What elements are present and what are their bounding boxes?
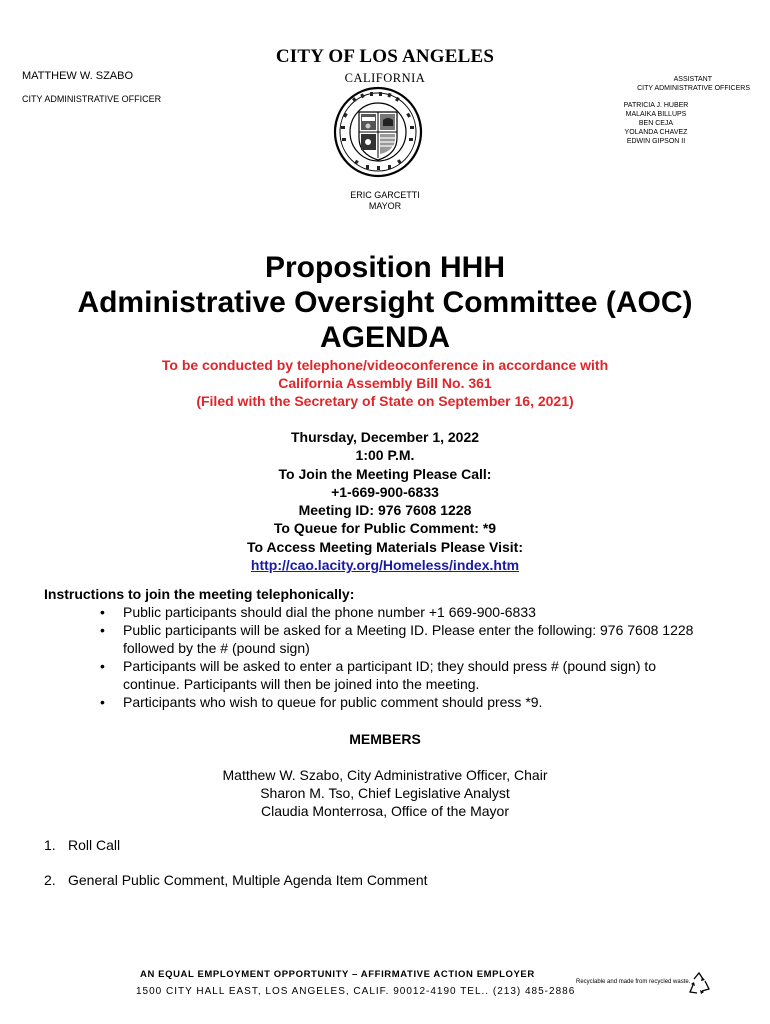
city-title: CITY OF LOS ANGELES [275, 46, 495, 67]
headline-line: AGENDA [319, 321, 450, 354]
agenda-item-number: 2. [44, 872, 56, 888]
materials-link[interactable]: http://cao.lacity.org/Homeless/index.htm [250, 557, 520, 574]
recycle-note: Recyclable and made from recycled waste. [576, 979, 691, 985]
agenda-item [44, 872, 428, 888]
headline-line: Proposition HHH [265, 251, 505, 284]
agenda-item-number: 1. [44, 837, 56, 853]
join-label: To Join the Meeting Please Call: [278, 465, 492, 482]
meeting-date: Thursday, December 1, 2022 [290, 429, 480, 445]
notice-line: California Assembly Bill No. 361 [278, 375, 492, 391]
instructions-heading: Instructions to join the meeting telephonically: [44, 586, 355, 602]
agenda-headline [0, 250, 770, 355]
meeting-phone: +1-669-900-6833 [331, 483, 439, 500]
state-name: CALIFORNIA [344, 71, 426, 85]
members-list [0, 766, 770, 820]
materials-label: To Access Meeting Materials Please Visit: [247, 538, 523, 555]
assistant-officers-block [550, 75, 750, 146]
agenda-item [44, 837, 120, 853]
notice-line: (Filed with the Secretary of State on September 16, 2021) [196, 393, 574, 409]
mayor-block [0, 190, 770, 212]
member: Claudia Monterrosa, Office of the Mayor [261, 803, 509, 819]
recycle-icon [685, 970, 713, 998]
queue-instructions: To Queue for Public Comment: *9 [273, 520, 497, 537]
mayor-title: MAYOR [368, 201, 402, 211]
instruction-item: • Participants who wish to queue for public comment should press *9. [100, 693, 710, 711]
teleconference-notice [0, 356, 770, 410]
agenda-item-text: General Public Comment, Multiple Agenda Item Comment [68, 872, 428, 888]
assistant-name: EDWIN GIPSON II [626, 138, 686, 145]
assistant-title: CITY ADMINISTRATIVE OFFICERS [637, 85, 750, 92]
meeting-time: 1:00 P.M. [355, 447, 415, 464]
headline-line: Administrative Oversight Committee (AOC) [77, 286, 693, 319]
members-heading: MEMBERS [349, 731, 421, 747]
instruction-item: • Participants will be asked to enter a participant ID; they should press # (pound sign) to continue. Participants will then be joined into the meeting. [100, 657, 710, 693]
meeting-id: Meeting ID: 976 7608 1228 [298, 502, 472, 519]
meeting-details [0, 428, 770, 574]
assistant-name: YOLANDA CHAVEZ [624, 129, 688, 136]
assistant-names [596, 101, 750, 146]
assistant-name: PATRICIA J. HUBER [623, 102, 689, 109]
instruction-item: • Public participants should dial the phone number +1 669-900-6833 [100, 603, 710, 621]
eeo-statement: AN EQUAL EMPLOYMENT OPPORTUNITY – AFFIRMATIVE ACTION EMPLOYER [140, 969, 535, 980]
instruction-item: • Public participants will be asked for a Meeting ID. Please enter the following: 976 7608 1228 followed by the # (pound sign) [100, 621, 710, 657]
city-seal-icon [333, 86, 423, 178]
notice-line: To be conducted by telephone/videoconference in accordance with [161, 357, 609, 373]
member: Matthew W. Szabo, City Administrative Officer, Chair [222, 767, 548, 783]
assistant-label: ASSISTANT [673, 76, 712, 83]
member: Sharon M. Tso, Chief Legislative Analyst [260, 785, 510, 801]
assistant-name: MALAIKA BILLUPS [625, 111, 687, 118]
agenda-item-text: Roll Call [68, 837, 121, 853]
cao-name: MATTHEW W. SZABO [22, 70, 134, 82]
address-line: 1500 CITY HALL EAST, LOS ANGELES, CALIF. 90012-4190 TEL.. (213) 485-2886 [136, 986, 576, 997]
assistant-name: BEN CEJA [638, 120, 674, 127]
mayor-name: ERIC GARCETTI [350, 190, 420, 200]
cao-title: CITY ADMINISTRATIVE OFFICER [22, 94, 162, 104]
instructions-list [100, 603, 710, 711]
